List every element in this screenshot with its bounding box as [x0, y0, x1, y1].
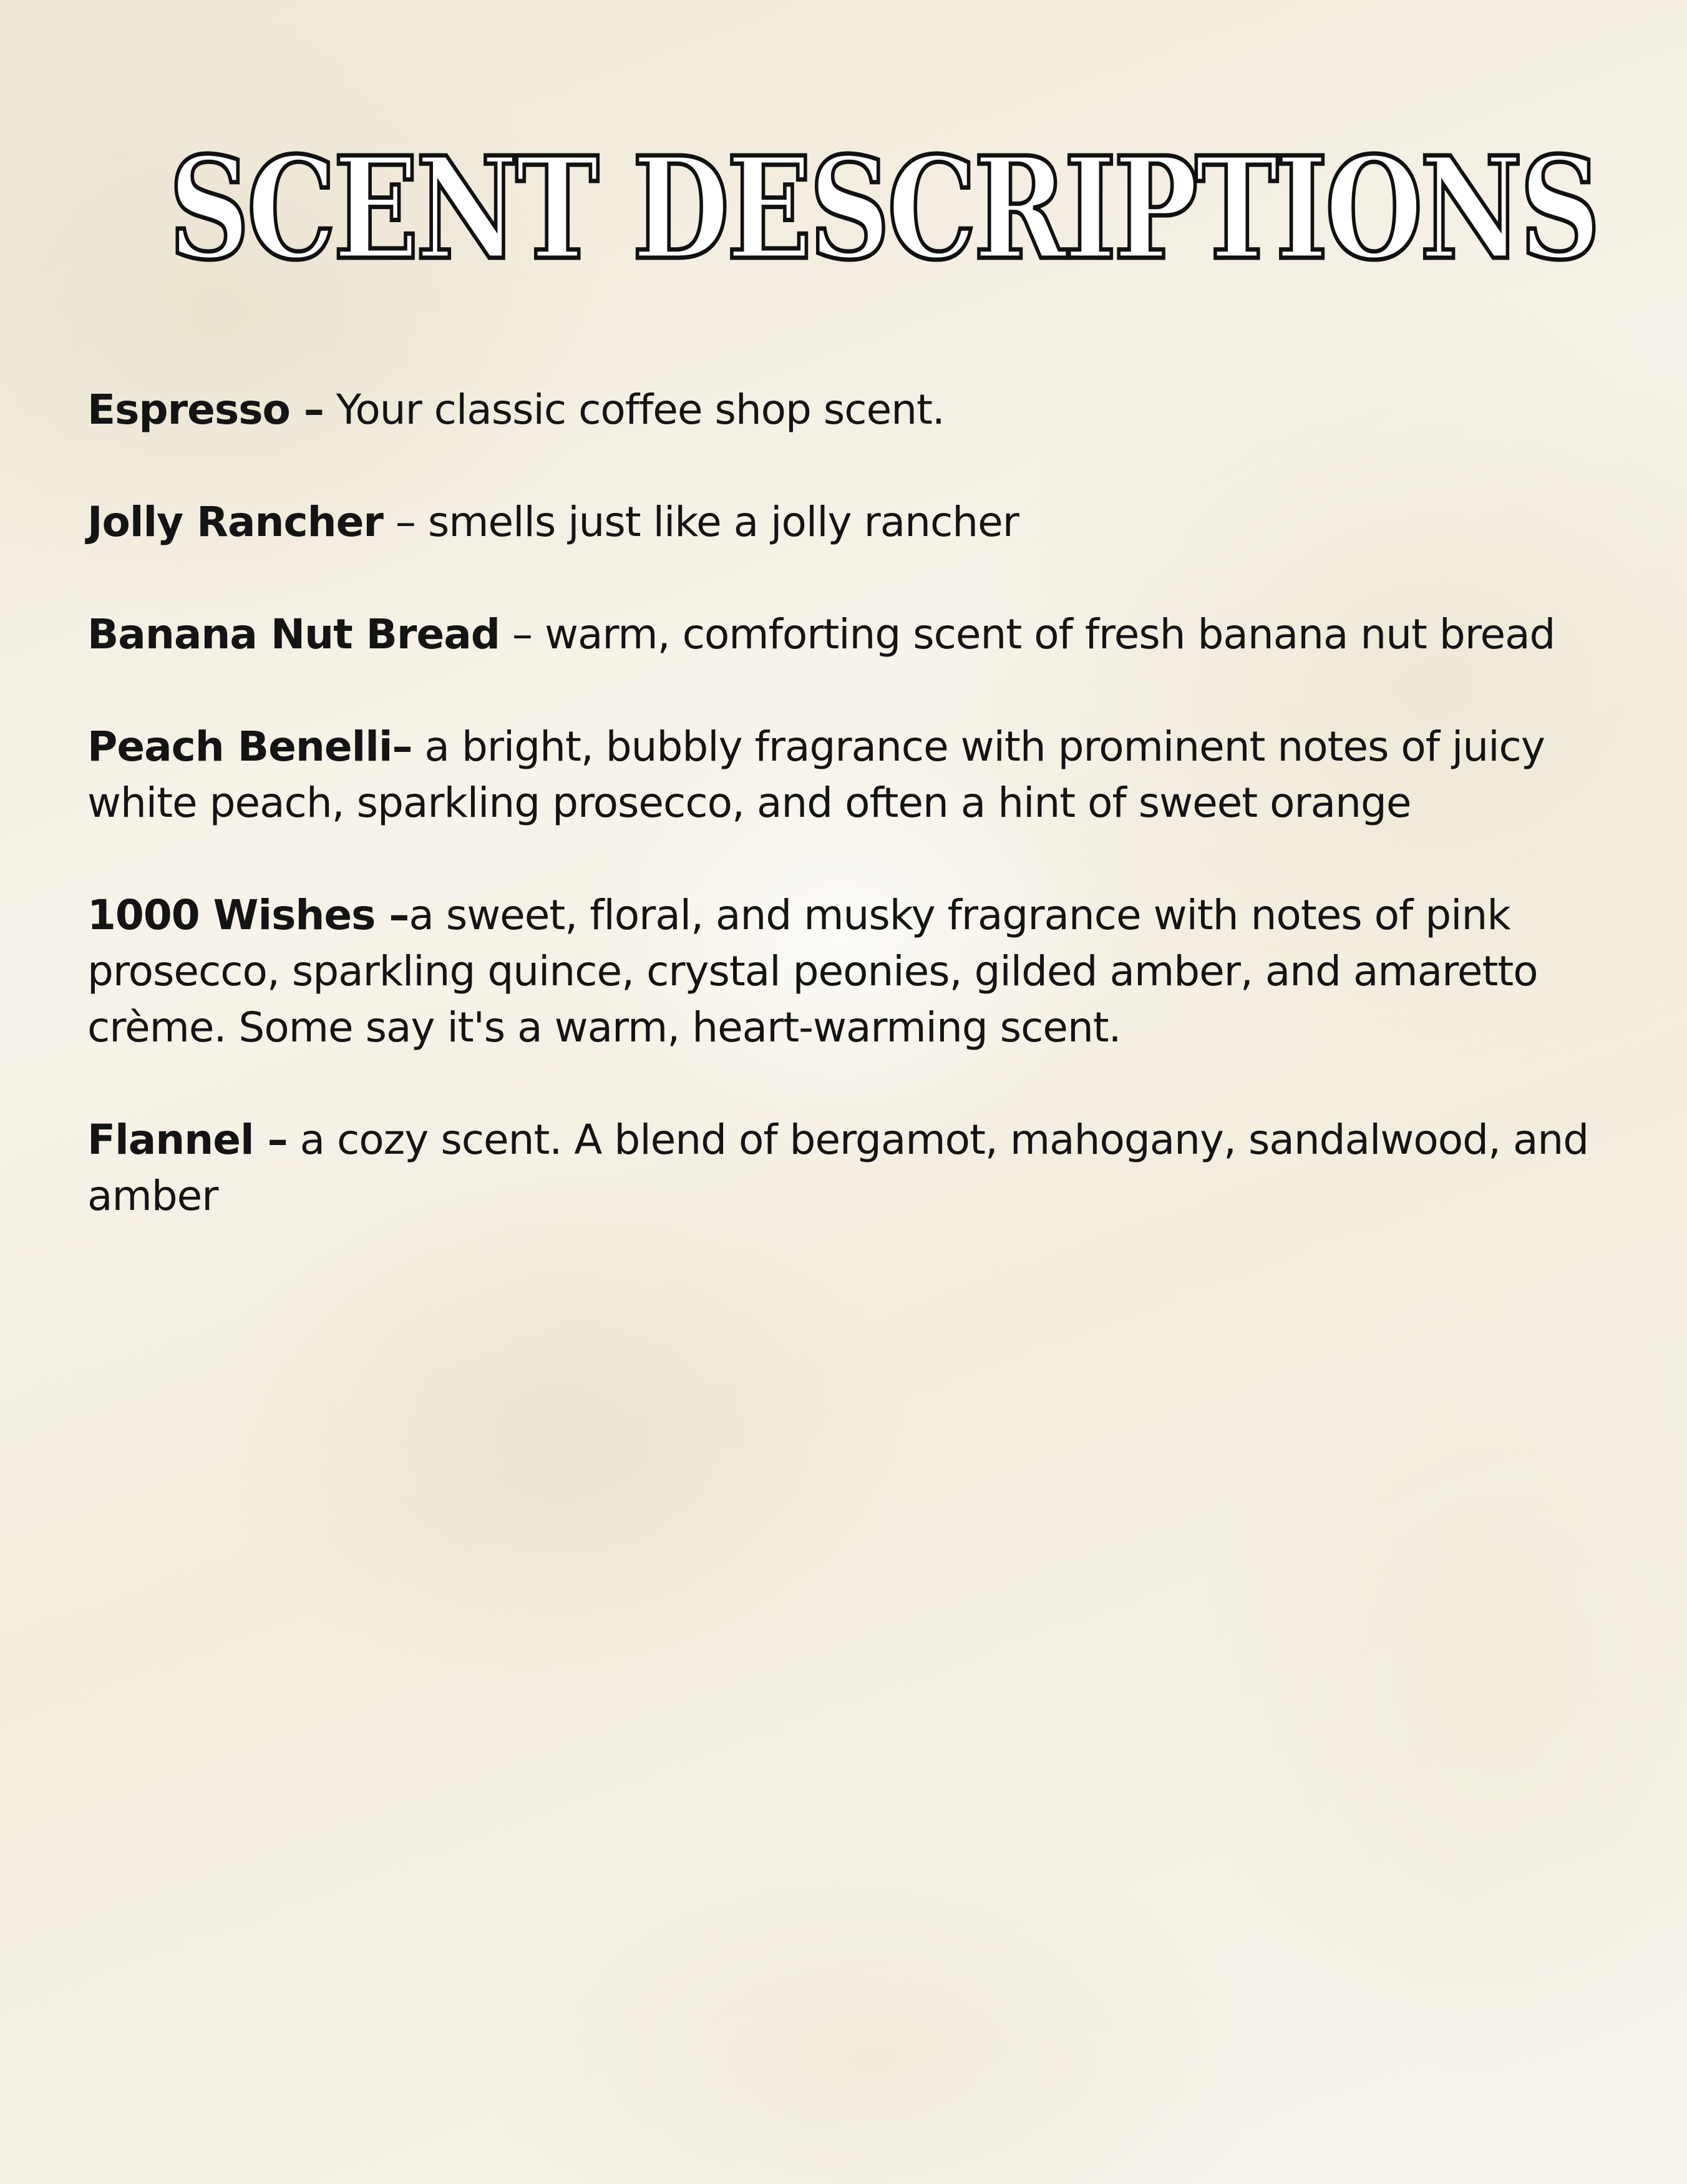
scent-name: 1000 Wishes –	[87, 891, 409, 939]
page-title: SCENT DESCRIPTIONS	[168, 127, 1598, 291]
scent-entry-1000-wishes	[87, 887, 1610, 1056]
scent-description: – warm, comforting scent of fresh banana nut bread	[500, 610, 1555, 658]
scent-description: a cozy scent. A blend of bergamot, mahogany, sandalwood, and amber	[87, 1116, 1589, 1220]
scent-description: – smells just like a jolly rancher	[382, 498, 1019, 546]
scent-name: Jolly Rancher	[87, 498, 383, 546]
scent-name: Flannel –	[87, 1116, 288, 1164]
scent-description: a sweet, floral, and musky fragrance with notes of pink prosecco, sparkling quince, crystal peonies, gilded amber, and amaretto crème. Some say it's a warm, heart-warming scent.	[87, 891, 1538, 1051]
scent-list	[87, 382, 1610, 1280]
scent-entry-flannel	[87, 1112, 1610, 1224]
scent-name: Banana Nut Bread	[87, 610, 500, 658]
scent-entry-banana-nut-bread	[87, 607, 1610, 663]
scent-entry-peach-benelli	[87, 719, 1610, 831]
scent-description: a bright, bubbly fragrance with prominent notes of juicy white peach, sparkling prosecco, and often a hint of sweet orange	[87, 723, 1545, 827]
scent-description: Your classic coffee shop scent.	[323, 386, 945, 434]
scent-entry-espresso	[87, 382, 1610, 438]
scent-name: Espresso –	[87, 386, 324, 434]
scent-entry-jolly-rancher	[87, 494, 1610, 550]
scent-name: Peach Benelli–	[87, 723, 412, 771]
